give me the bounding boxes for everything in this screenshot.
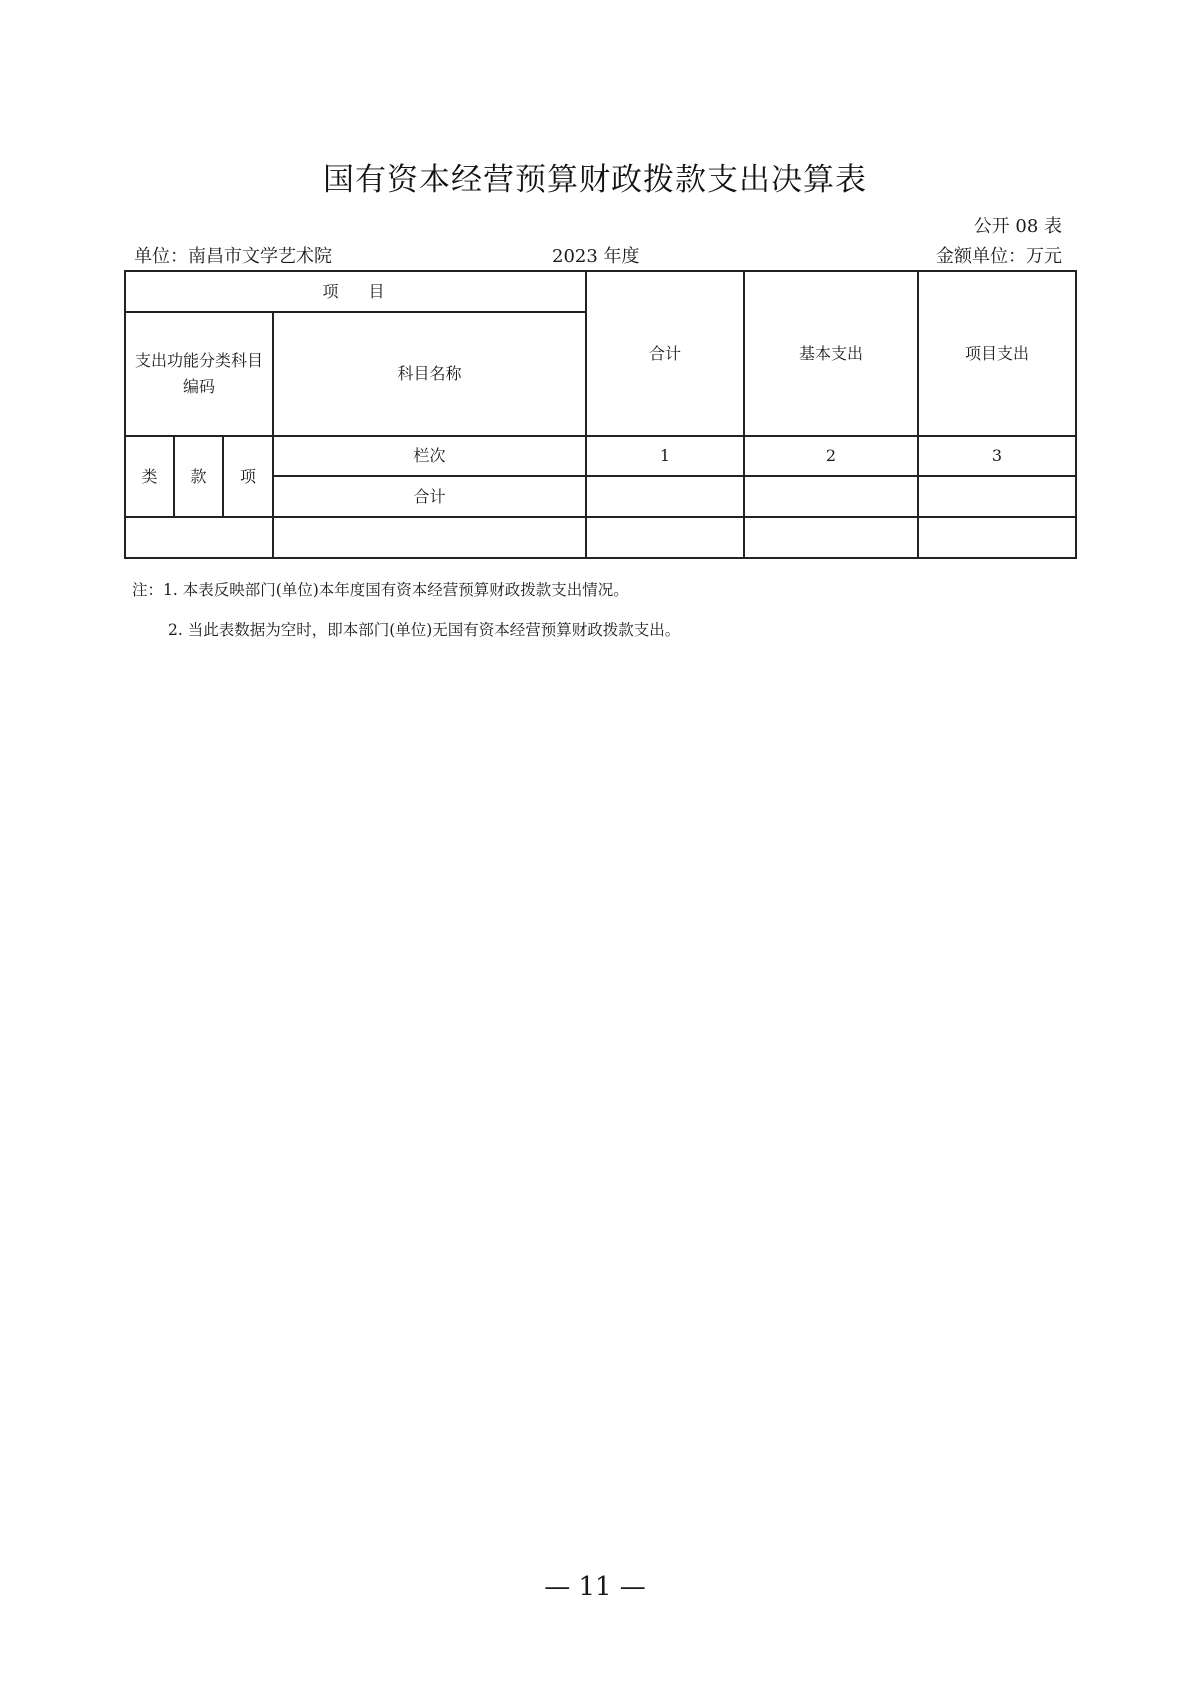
basic-expense-column-header: 基本支出 bbox=[744, 271, 918, 436]
meta-row bbox=[134, 242, 1062, 266]
note-1: 注：1. 本表反映部门(单位)本年度国有资本经营预算财政拨款支出情况。 bbox=[132, 581, 629, 599]
total-row-project bbox=[918, 476, 1076, 517]
lei-header: 类 bbox=[125, 436, 174, 517]
form-code: 公开 08 表 bbox=[973, 216, 1062, 237]
budget-table bbox=[124, 270, 1077, 559]
column-number-3: 3 bbox=[918, 436, 1076, 476]
amount-unit-label: 金额单位：万元 bbox=[936, 246, 1062, 267]
year-label: 2023 年度 bbox=[552, 246, 640, 267]
page-number: — 11 — bbox=[544, 1572, 646, 1602]
total-row-label: 合计 bbox=[273, 476, 586, 517]
column-number-2: 2 bbox=[744, 436, 918, 476]
data-row-total bbox=[586, 517, 744, 558]
column-number-row bbox=[125, 436, 1076, 476]
table-row bbox=[125, 517, 1076, 558]
total-row-total bbox=[586, 476, 744, 517]
column-number-1: 1 bbox=[586, 436, 744, 476]
kuan-header: 款 bbox=[174, 436, 223, 517]
total-column-header: 合计 bbox=[586, 271, 744, 436]
header-row-1 bbox=[125, 271, 1076, 312]
subject-name-header: 科目名称 bbox=[273, 312, 586, 436]
data-row-project bbox=[918, 517, 1076, 558]
project-expense-column-header: 项目支出 bbox=[918, 271, 1076, 436]
data-row-basic bbox=[744, 517, 918, 558]
unit-label: 单位：南昌市文学艺术院 bbox=[134, 246, 332, 267]
function-code-header: 支出功能分类科目编码 bbox=[125, 312, 273, 436]
notes bbox=[132, 570, 1072, 650]
data-row-name bbox=[273, 517, 586, 558]
total-row-basic bbox=[744, 476, 918, 517]
column-number-label: 栏次 bbox=[273, 436, 586, 476]
xiang-header: 项 bbox=[223, 436, 273, 517]
note-2: 2. 当此表数据为空时，即本部门(单位)无国有资本经营预算财政拨款支出。 bbox=[168, 621, 681, 639]
data-row-code bbox=[125, 517, 273, 558]
item-header: 项目 bbox=[125, 271, 586, 312]
page-title: 国有资本经营预算财政拨款支出决算表 bbox=[323, 162, 867, 198]
